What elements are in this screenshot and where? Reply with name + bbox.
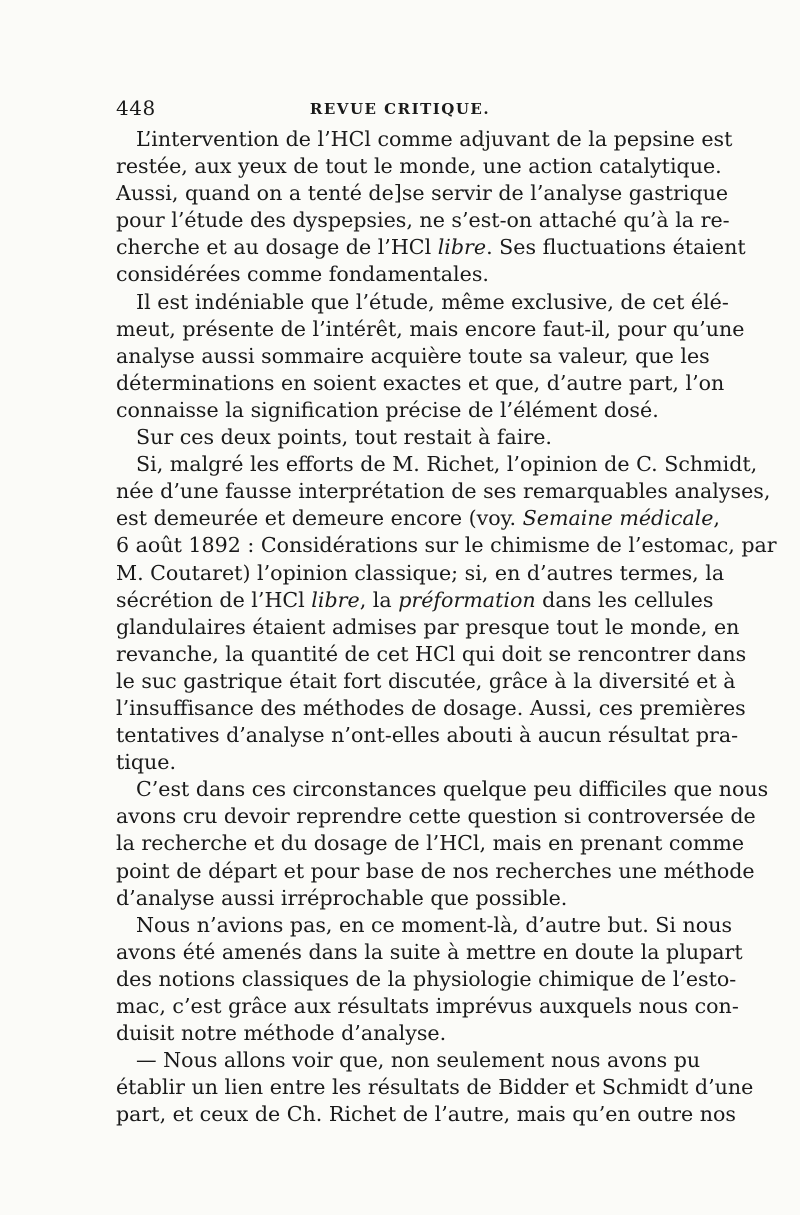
text-line: L’intervention de l’HCl comme adjuvant de la pepsine est [136, 127, 733, 151]
text-line: avons été amenés dans la suite à mettre en doute la plupart [116, 939, 743, 964]
text-line: — Nous allons voir que, non seulement nous avons pu [136, 1048, 701, 1073]
text-line: cherche et au dosage de l’HCl libre. Ses fluctuations étaient [116, 235, 746, 260]
body-text [116, 126, 777, 1128]
text-line: mac, c’est grâce aux résultats imprévus auxquels nous con- [116, 994, 739, 1018]
text-line: duisit notre méthode d’analyse. [116, 1021, 447, 1046]
paragraph [116, 451, 777, 776]
text-line: pour l’étude des dyspepsies, ne s’est-on attaché qu’à la re- [116, 208, 730, 233]
text-line: tique. [116, 750, 177, 775]
text-line: est demeurée et demeure encore (voy. Semaine médicale, [116, 506, 720, 531]
text-line: Aussi, quand on a tenté de]se servir de l’analyse gastrique [116, 181, 729, 206]
text-line: revanche, la quantité de cet HCl qui doit se rencontrer dans [116, 641, 747, 666]
text-line: restée, aux yeux de tout le monde, une action catalytique. [116, 154, 722, 179]
text-line: Sur ces deux points, tout restait à faire. [136, 425, 552, 450]
text-line: analyse aussi sommaire acquière toute sa valeur, que les [116, 343, 710, 368]
text-line: connaisse la signification précise de l’élément dosé. [116, 397, 659, 422]
paragraph [116, 1047, 754, 1128]
text-line: déterminations en soient exactes et que, d’autre part, l’on [116, 370, 725, 395]
text-line: le suc gastrique était fort discutée, grâce à la diversité et à [116, 668, 736, 693]
text-line: meut, présente de l’intérêt, mais encore faut-il, pour qu’une [116, 316, 745, 341]
text-line: née d’une fausse interprétation de ses remarquables analyses, [116, 479, 771, 504]
running-head: REVUE CRITIQUE. [309, 100, 491, 118]
text-line: l’insuffisance des méthodes de dosage. Aussi, ces premières [116, 695, 746, 720]
text-line: la recherche et du dosage de l’HCl, mais en prenant comme [116, 831, 745, 856]
text-line: 6 août 1892 : Considérations sur le chimisme de l’estomac, par [116, 533, 777, 558]
text-line: tentatives d’analyse n’ont-elles abouti à aucun résultat pra- [116, 723, 739, 748]
paragraph [116, 776, 769, 911]
text-line: Si, malgré les efforts de M. Richet, l’opinion de C. Schmidt, [136, 452, 758, 477]
text-line: sécrétion de l’HCl libre, la préformation dans les cellules [116, 587, 714, 612]
paragraph [116, 289, 745, 424]
text-line: Nous n’avions pas, en ce moment-là, d’autre but. Si nous [136, 912, 733, 937]
text-line: C’est dans ces circonstances quelque peu difficiles que nous [136, 777, 769, 802]
text-line: d’analyse aussi irréprochable que possible. [116, 885, 568, 910]
page-header [116, 96, 684, 122]
paragraph [116, 126, 746, 289]
text-line: M. Coutaret) l’opinion classique; si, en d’autres termes, la [116, 560, 725, 585]
paragraph [116, 424, 684, 451]
text-line: point de départ et pour base de nos recherches une méthode [116, 858, 755, 883]
text-line: avons cru devoir reprendre cette question si controversée de [116, 804, 756, 829]
paragraph [116, 912, 743, 1047]
text-line: établir un lien entre les résultats de Bidder et Schmidt d’une [116, 1075, 754, 1100]
page-number: 448 [116, 96, 156, 120]
text-line: Il est indéniable que l’étude, même exclusive, de cet élé- [136, 289, 729, 314]
text-line: part, et ceux de Ch. Richet de l’autre, mais qu’en outre nos [116, 1102, 736, 1127]
text-line: des notions classiques de la physiologie chimique de l’esto- [116, 966, 737, 991]
text-line: glandulaires étaient admises par presque tout le monde, en [116, 614, 740, 639]
text-line: considérées comme fondamentales. [116, 262, 489, 287]
